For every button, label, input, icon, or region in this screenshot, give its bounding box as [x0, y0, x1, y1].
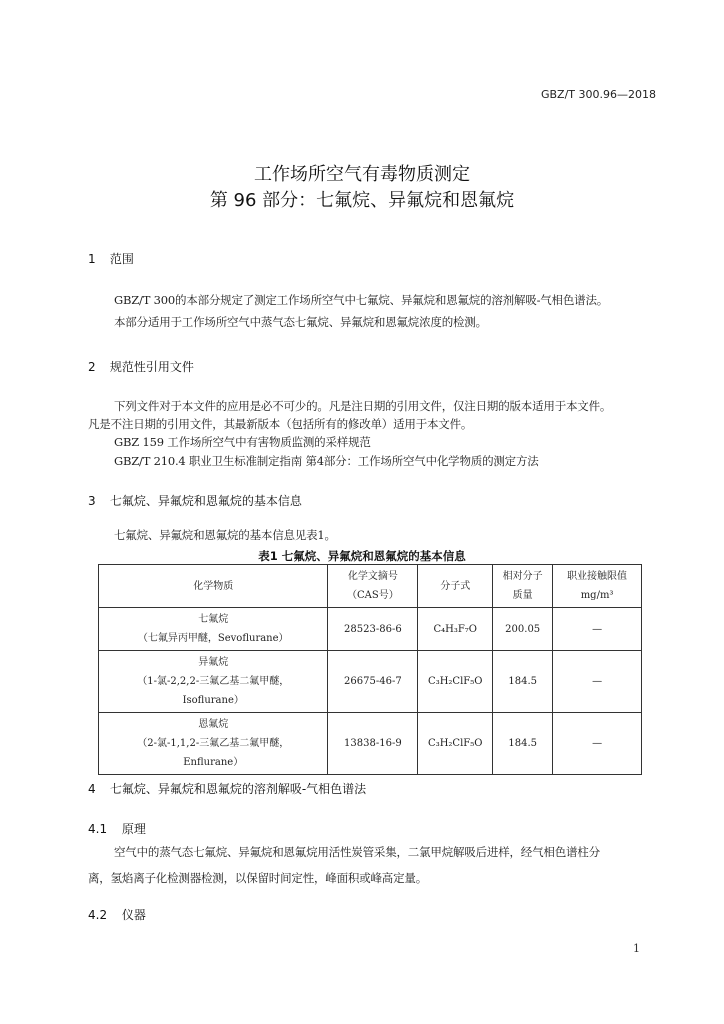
- cell-oel: —: [553, 608, 642, 651]
- section-2-heading: [88, 358, 194, 375]
- chemical-name: 异氟烷: [198, 657, 229, 668]
- section-2-paragraph-1: 下列文件对于本文件的应用是必不可少的。凡是注日期的引用文件，仅注日期的版本适用于本文件。: [114, 399, 612, 413]
- table-row: [99, 713, 642, 775]
- cell-chemical: [99, 651, 328, 713]
- section-title: 七氟烷、异氟烷和恩氟烷的溶剂解吸-气相色谱法: [109, 782, 367, 796]
- cell-formula: C₄H₃F₇O: [418, 608, 493, 651]
- header-cas: [328, 565, 418, 608]
- table-row: [99, 608, 642, 651]
- cell-formula: C₃H₂ClF₅O: [418, 651, 493, 713]
- section-1-paragraph-2: 本部分适用于工作场所空气中蒸气态七氟烷、异氟烷和恩氟烷浓度的检测。: [114, 315, 487, 329]
- subsection-number: 4.1: [88, 822, 108, 836]
- table-caption: 表1 七氟烷、异氟烷和恩氟烷的基本信息: [258, 549, 466, 563]
- table-header-row: [99, 565, 642, 608]
- chemical-synonym-continued: Enflurane）: [183, 757, 244, 768]
- document-title-line2: 第 96 部分：七氟烷、异氟烷和恩氟烷: [209, 190, 515, 211]
- subsection-title: 原理: [121, 822, 146, 836]
- normative-reference-2: GBZ/T 210.4 职业卫生标准制定指南 第4部分：工作场所空气中化学物质的测定方法: [114, 454, 539, 468]
- header-oel-line2: mg/m³: [580, 590, 614, 601]
- header-mw-line2: 质量: [512, 590, 533, 601]
- chemical-synonym: （七氟异丙甲醚，Sevoflurane）: [137, 633, 289, 644]
- cell-molecular-weight: 184.5: [493, 713, 553, 775]
- section-3-paragraph: 七氟烷、异氟烷和恩氟烷的基本信息见表1。: [114, 528, 336, 542]
- section-title: 规范性引用文件: [109, 360, 194, 374]
- header-cas-line1: 化学文摘号: [347, 571, 398, 582]
- cell-cas: 13838-16-9: [328, 713, 418, 775]
- section-1-heading: [88, 250, 134, 267]
- section-title: 范围: [109, 252, 134, 266]
- section-4-heading: [88, 780, 366, 797]
- chemical-synonym-continued: Isoflurane）: [182, 695, 244, 706]
- cell-molecular-weight: 200.05: [493, 608, 553, 651]
- document-title-line1: 工作场所空气有毒物质测定: [254, 164, 470, 185]
- cell-chemical: [99, 608, 328, 651]
- cell-chemical: [99, 713, 328, 775]
- section-number: 3: [88, 494, 96, 508]
- header-mw-line1: 相对分子: [502, 571, 543, 582]
- section-number: 1: [88, 252, 96, 266]
- subsection-4-1-heading: [88, 820, 146, 837]
- subsection-4-1-paragraph-continued: 离，氢焰离子化检测器检测，以保留时间定性，峰面积或峰高定量。: [88, 871, 427, 885]
- subsection-4-2-heading: [88, 906, 146, 923]
- header-oel: [553, 565, 642, 608]
- subsection-title: 仪器: [121, 908, 146, 922]
- section-2-paragraph-1-continued: 凡是不注日期的引用文件，其最新版本（包括所有的修改单）适用于本文件。: [88, 417, 473, 431]
- subsection-4-1-paragraph: 空气中的蒸气态七氟烷、异氟烷和恩氟烷用活性炭管采集，二氯甲烷解吸后进样，经气相色谱柱分: [114, 845, 600, 859]
- table-row: [99, 651, 642, 713]
- subsection-number: 4.2: [88, 908, 108, 922]
- section-number: 4: [88, 782, 96, 796]
- header-chemical: 化学物质: [99, 565, 328, 608]
- page-number: 1: [633, 942, 640, 955]
- cell-cas: 26675-46-7: [328, 651, 418, 713]
- basic-info-table: [98, 564, 642, 775]
- chemical-name: 恩氟烷: [198, 719, 229, 730]
- standard-number: GBZ/T 300.96—2018: [540, 88, 656, 101]
- header-oel-line1: 职业接触限值: [567, 571, 628, 582]
- cell-molecular-weight: 184.5: [493, 651, 553, 713]
- header-molecular-weight: [493, 565, 553, 608]
- normative-reference-1: GBZ 159 工作场所空气中有害物质监测的采样规范: [114, 435, 371, 449]
- section-number: 2: [88, 360, 96, 374]
- section-3-heading: [88, 492, 302, 509]
- cell-cas: 28523-86-6: [328, 608, 418, 651]
- section-1-paragraph-1: GBZ/T 300的本部分规定了测定工作场所空气中七氟烷、异氟烷和恩氟烷的溶剂解吸-气相色谱法。: [114, 293, 609, 307]
- cell-formula: C₃H₂ClF₅O: [418, 713, 493, 775]
- chemical-synonym: （1-氯-2,2,2-三氟乙基二氟甲醚，: [137, 676, 290, 687]
- cell-oel: —: [553, 651, 642, 713]
- cell-oel: —: [553, 713, 642, 775]
- section-title: 七氟烷、异氟烷和恩氟烷的基本信息: [109, 494, 302, 508]
- header-formula: 分子式: [418, 565, 493, 608]
- header-cas-line2: （CAS号）: [347, 590, 399, 601]
- chemical-name: 七氟烷: [198, 614, 229, 625]
- chemical-synonym: （2-氯-1,1,2-三氟乙基二氟甲醚，: [137, 738, 290, 749]
